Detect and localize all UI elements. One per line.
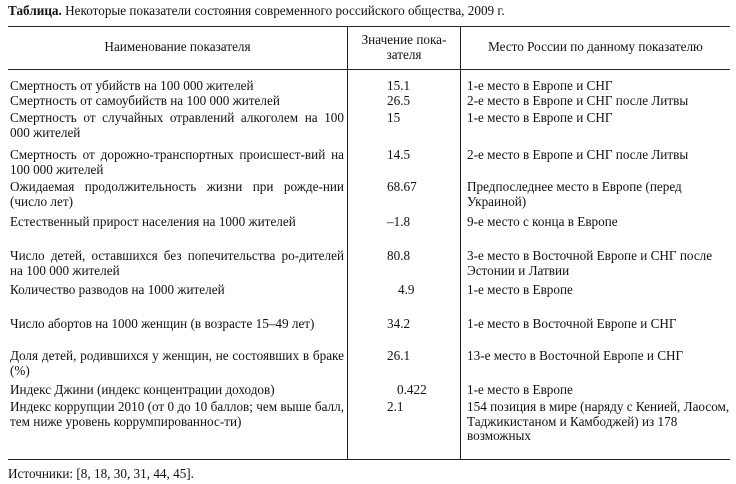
- row-name: Число детей, оставшихся без попечительства ро-дителей на 100 000 жителей: [10, 248, 344, 278]
- row-name: Индекс коррупции 2010 (от 0 до 10 баллов; чем выше балл, тем ниже уровень коррумпированнос-ти): [10, 399, 344, 429]
- row-name: Смертность от случайных отравлений алкоголем на 100 000 жителей: [10, 110, 344, 140]
- row-name: Ожидаемая продолжительность жизни при рожде-нии (число лет): [10, 179, 344, 209]
- row-rank: 2-е место в Европе и СНГ после Литвы: [467, 147, 689, 162]
- row-name: Смертность от самоубийств на 100 000 жителей: [10, 93, 280, 108]
- row-value: 2.1: [387, 399, 404, 414]
- row-rank: 1-е место в Европе и СНГ: [467, 78, 613, 93]
- table-header-rule: [8, 69, 730, 70]
- row-name: Количество разводов на 1000 жителей: [10, 282, 225, 297]
- header-russia-rank: Место России по данному показателю: [488, 39, 703, 54]
- caption-label: Таблица.: [8, 3, 62, 18]
- row-value: 80.8: [387, 248, 411, 263]
- row-rank: 2-е место в Европе и СНГ после Литвы: [467, 93, 689, 108]
- row-rank: 154 позиция в мире (наряду с Кенией, Лаосом, Таджикистаном и Камбоджей) из 178 возможных: [467, 399, 730, 443]
- row-value: 0.422: [397, 382, 427, 397]
- table-top-rule: [8, 26, 730, 27]
- row-rank: 1-е место в Европе и СНГ: [467, 110, 613, 125]
- row-rank: 1-е место в Европе: [467, 282, 573, 297]
- row-rank: Предпоследнее место в Европе (перед Украиной): [467, 179, 682, 209]
- row-name: Естественный прирост населения на 1000 жителей: [10, 214, 296, 229]
- row-value: 68.67: [387, 179, 417, 194]
- row-rank: 13-е место в Восточной Европе и СНГ: [467, 348, 684, 363]
- caption-text: Некоторые показатели состояния современного российского общества, 2009 г.: [61, 3, 505, 18]
- row-name: Индекс Джини (индекс концентрации доходов): [10, 382, 275, 397]
- row-value: 14.5: [387, 147, 411, 162]
- row-value: 15: [387, 110, 401, 125]
- table-bottom-rule: [8, 459, 730, 460]
- header-indicator-name: Наименование показателя: [104, 39, 251, 54]
- column-divider-2: [460, 26, 461, 459]
- header-value: Значение пока- зателя: [361, 32, 447, 62]
- row-rank: 1-е место в Восточной Европе и СНГ: [467, 316, 677, 331]
- row-value: 26.1: [387, 348, 411, 363]
- row-value: 34.2: [387, 316, 411, 331]
- row-value: –1.8: [387, 214, 411, 229]
- row-name: Число абортов на 1000 женщин (в возрасте 15–49 лет): [10, 316, 315, 331]
- row-value: 4.9: [398, 282, 415, 297]
- row-value: 26.5: [387, 93, 411, 108]
- row-rank: 3-е место в Восточной Европе и СНГ после Эстонии и Латвии: [467, 248, 713, 278]
- row-rank: 1-е место в Европе: [467, 382, 573, 397]
- row-value: 15.1: [387, 78, 411, 93]
- row-rank: 9-е место с конца в Европе: [467, 214, 618, 229]
- sources-note: Источники: [8, 18, 30, 31, 44, 45].: [8, 466, 194, 481]
- row-name: Смертность от дорожно-транспортных происшест-вий на 100 000 жителей: [10, 147, 344, 177]
- row-name: Смертность от убийств на 100 000 жителей: [10, 78, 254, 93]
- column-divider-1: [347, 26, 348, 459]
- row-name: Доля детей, родившихся у женщин, не состоявших в браке (%): [10, 348, 344, 378]
- table-caption: [8, 3, 505, 19]
